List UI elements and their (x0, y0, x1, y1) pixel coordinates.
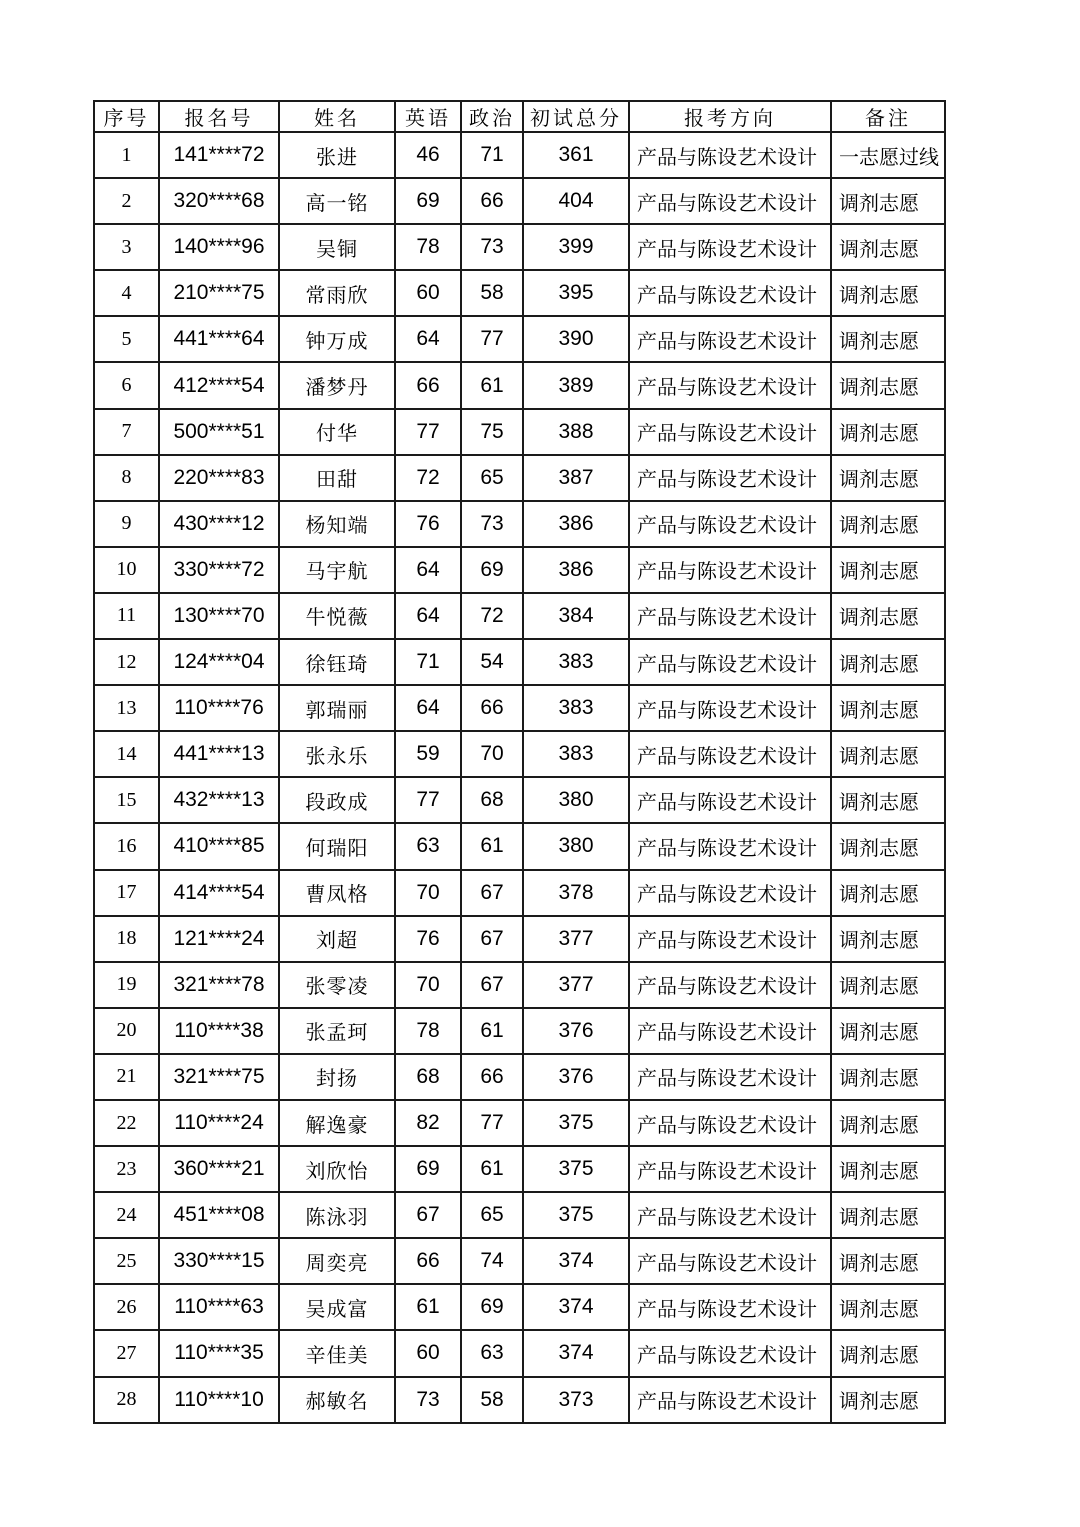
cell-total: 390 (523, 316, 629, 362)
cell-reg-no: 130****70 (159, 593, 279, 639)
cell-seq: 14 (94, 731, 159, 777)
cell-remark: 调剂志愿 (831, 639, 945, 685)
cell-seq: 19 (94, 962, 159, 1008)
cell-politics: 58 (461, 270, 523, 316)
column-header-seq: 序号 (94, 101, 159, 132)
table-row (94, 823, 945, 869)
cell-english: 78 (395, 1008, 461, 1054)
cell-total: 375 (523, 1192, 629, 1238)
table-row (94, 685, 945, 731)
cell-name: 高一铭 (279, 178, 395, 224)
cell-direction: 产品与陈设艺术设计 (629, 1146, 831, 1192)
column-header-english: 英语 (395, 101, 461, 132)
cell-reg-no: 321****75 (159, 1054, 279, 1100)
table-row (94, 962, 945, 1008)
table-row (94, 1008, 945, 1054)
cell-seq: 11 (94, 593, 159, 639)
cell-seq: 6 (94, 362, 159, 408)
cell-remark: 调剂志愿 (831, 1238, 945, 1284)
cell-name: 杨知端 (279, 501, 395, 547)
cell-seq: 12 (94, 639, 159, 685)
cell-remark: 调剂志愿 (831, 685, 945, 731)
cell-reg-no: 141****72 (159, 132, 279, 178)
cell-english: 64 (395, 316, 461, 362)
cell-politics: 63 (461, 1330, 523, 1376)
cell-direction: 产品与陈设艺术设计 (629, 1100, 831, 1146)
cell-seq: 24 (94, 1192, 159, 1238)
cell-english: 77 (395, 409, 461, 455)
cell-total: 377 (523, 962, 629, 1008)
cell-total: 386 (523, 547, 629, 593)
cell-politics: 73 (461, 224, 523, 270)
cell-reg-no: 320****68 (159, 178, 279, 224)
cell-remark: 调剂志愿 (831, 1146, 945, 1192)
cell-remark: 调剂志愿 (831, 455, 945, 501)
cell-remark: 调剂志愿 (831, 1054, 945, 1100)
cell-remark: 调剂志愿 (831, 270, 945, 316)
table-row (94, 362, 945, 408)
cell-total: 374 (523, 1284, 629, 1330)
cell-reg-no: 110****76 (159, 685, 279, 731)
cell-direction: 产品与陈设艺术设计 (629, 455, 831, 501)
cell-reg-no: 121****24 (159, 916, 279, 962)
cell-name: 周奕亮 (279, 1238, 395, 1284)
cell-english: 68 (395, 1054, 461, 1100)
table-row (94, 178, 945, 224)
table-row (94, 1377, 945, 1423)
table-row (94, 1146, 945, 1192)
cell-direction: 产品与陈设艺术设计 (629, 639, 831, 685)
cell-direction: 产品与陈设艺术设计 (629, 501, 831, 547)
cell-total: 375 (523, 1146, 629, 1192)
cell-remark: 调剂志愿 (831, 224, 945, 270)
cell-remark: 调剂志愿 (831, 823, 945, 869)
cell-politics: 65 (461, 1192, 523, 1238)
cell-reg-no: 110****10 (159, 1377, 279, 1423)
table-row (94, 1238, 945, 1284)
cell-direction: 产品与陈设艺术设计 (629, 1377, 831, 1423)
cell-politics: 65 (461, 455, 523, 501)
cell-reg-no: 430****12 (159, 501, 279, 547)
cell-direction: 产品与陈设艺术设计 (629, 1054, 831, 1100)
table-row (94, 1330, 945, 1376)
cell-name: 钟万成 (279, 316, 395, 362)
cell-direction: 产品与陈设艺术设计 (629, 593, 831, 639)
cell-direction: 产品与陈设艺术设计 (629, 547, 831, 593)
cell-direction: 产品与陈设艺术设计 (629, 1330, 831, 1376)
cell-total: 376 (523, 1008, 629, 1054)
cell-politics: 73 (461, 501, 523, 547)
table-row (94, 639, 945, 685)
table-row (94, 316, 945, 362)
cell-remark: 调剂志愿 (831, 409, 945, 455)
cell-politics: 66 (461, 685, 523, 731)
cell-reg-no: 210****75 (159, 270, 279, 316)
cell-remark: 调剂志愿 (831, 1008, 945, 1054)
cell-english: 76 (395, 501, 461, 547)
cell-name: 付华 (279, 409, 395, 455)
cell-total: 388 (523, 409, 629, 455)
cell-remark: 调剂志愿 (831, 1100, 945, 1146)
cell-politics: 66 (461, 1054, 523, 1100)
cell-seq: 18 (94, 916, 159, 962)
cell-english: 73 (395, 1377, 461, 1423)
cell-reg-no: 124****04 (159, 639, 279, 685)
cell-seq: 7 (94, 409, 159, 455)
cell-total: 389 (523, 362, 629, 408)
cell-remark: 调剂志愿 (831, 777, 945, 823)
cell-reg-no: 220****83 (159, 455, 279, 501)
table-row (94, 547, 945, 593)
cell-total: 399 (523, 224, 629, 270)
cell-name: 陈泳羽 (279, 1192, 395, 1238)
cell-politics: 54 (461, 639, 523, 685)
cell-direction: 产品与陈设艺术设计 (629, 270, 831, 316)
table-row (94, 501, 945, 547)
cell-name: 辛佳美 (279, 1330, 395, 1376)
cell-remark: 调剂志愿 (831, 1284, 945, 1330)
cell-politics: 75 (461, 409, 523, 455)
cell-reg-no: 110****24 (159, 1100, 279, 1146)
cell-reg-no: 451****08 (159, 1192, 279, 1238)
cell-english: 69 (395, 178, 461, 224)
column-header-direction: 报考方向 (629, 101, 831, 132)
cell-direction: 产品与陈设艺术设计 (629, 132, 831, 178)
cell-name: 刘超 (279, 916, 395, 962)
cell-direction: 产品与陈设艺术设计 (629, 316, 831, 362)
cell-name: 吴铜 (279, 224, 395, 270)
cell-reg-no: 330****72 (159, 547, 279, 593)
cell-remark: 调剂志愿 (831, 316, 945, 362)
cell-politics: 71 (461, 132, 523, 178)
cell-total: 383 (523, 685, 629, 731)
cell-politics: 66 (461, 178, 523, 224)
cell-remark: 调剂志愿 (831, 1330, 945, 1376)
cell-seq: 26 (94, 1284, 159, 1330)
cell-total: 376 (523, 1054, 629, 1100)
cell-english: 64 (395, 547, 461, 593)
cell-seq: 25 (94, 1238, 159, 1284)
cell-direction: 产品与陈设艺术设计 (629, 777, 831, 823)
cell-name: 张进 (279, 132, 395, 178)
cell-total: 383 (523, 639, 629, 685)
cell-politics: 69 (461, 547, 523, 593)
cell-total: 377 (523, 916, 629, 962)
cell-direction: 产品与陈设艺术设计 (629, 685, 831, 731)
cell-seq: 2 (94, 178, 159, 224)
table-row (94, 409, 945, 455)
cell-politics: 74 (461, 1238, 523, 1284)
cell-remark: 调剂志愿 (831, 1377, 945, 1423)
cell-name: 何瑞阳 (279, 823, 395, 869)
cell-english: 60 (395, 1330, 461, 1376)
cell-total: 375 (523, 1100, 629, 1146)
cell-english: 59 (395, 731, 461, 777)
cell-english: 46 (395, 132, 461, 178)
cell-reg-no: 412****54 (159, 362, 279, 408)
cell-seq: 23 (94, 1146, 159, 1192)
cell-reg-no: 140****96 (159, 224, 279, 270)
cell-politics: 77 (461, 1100, 523, 1146)
cell-seq: 17 (94, 870, 159, 916)
cell-remark: 调剂志愿 (831, 362, 945, 408)
cell-english: 60 (395, 270, 461, 316)
column-header-name: 姓名 (279, 101, 395, 132)
cell-politics: 68 (461, 777, 523, 823)
cell-politics: 70 (461, 731, 523, 777)
table-row (94, 1100, 945, 1146)
column-header-politics: 政治 (461, 101, 523, 132)
cell-english: 64 (395, 685, 461, 731)
cell-seq: 13 (94, 685, 159, 731)
cell-total: 404 (523, 178, 629, 224)
cell-english: 70 (395, 962, 461, 1008)
table-row (94, 132, 945, 178)
cell-total: 395 (523, 270, 629, 316)
table-row (94, 224, 945, 270)
cell-seq: 5 (94, 316, 159, 362)
cell-total: 383 (523, 731, 629, 777)
score-table (93, 100, 946, 1424)
cell-politics: 77 (461, 316, 523, 362)
cell-total: 374 (523, 1330, 629, 1376)
cell-total: 380 (523, 777, 629, 823)
cell-english: 66 (395, 362, 461, 408)
cell-remark: 调剂志愿 (831, 1192, 945, 1238)
cell-total: 374 (523, 1238, 629, 1284)
cell-name: 徐钰琦 (279, 639, 395, 685)
cell-seq: 9 (94, 501, 159, 547)
cell-name: 田甜 (279, 455, 395, 501)
cell-english: 63 (395, 823, 461, 869)
column-header-total: 初试总分 (523, 101, 629, 132)
cell-remark: 调剂志愿 (831, 547, 945, 593)
cell-direction: 产品与陈设艺术设计 (629, 178, 831, 224)
cell-reg-no: 432****13 (159, 777, 279, 823)
cell-reg-no: 360****21 (159, 1146, 279, 1192)
cell-reg-no: 410****85 (159, 823, 279, 869)
cell-name: 封扬 (279, 1054, 395, 1100)
cell-seq: 28 (94, 1377, 159, 1423)
cell-english: 66 (395, 1238, 461, 1284)
cell-direction: 产品与陈设艺术设计 (629, 1192, 831, 1238)
table-row (94, 777, 945, 823)
cell-seq: 22 (94, 1100, 159, 1146)
header-row (94, 101, 945, 132)
cell-name: 刘欣怡 (279, 1146, 395, 1192)
cell-reg-no: 441****64 (159, 316, 279, 362)
cell-direction: 产品与陈设艺术设计 (629, 362, 831, 408)
table-row (94, 870, 945, 916)
cell-name: 曹凤格 (279, 870, 395, 916)
cell-total: 387 (523, 455, 629, 501)
cell-english: 78 (395, 224, 461, 270)
table-row (94, 270, 945, 316)
cell-total: 361 (523, 132, 629, 178)
table-row (94, 731, 945, 777)
cell-english: 71 (395, 639, 461, 685)
cell-seq: 20 (94, 1008, 159, 1054)
cell-english: 70 (395, 870, 461, 916)
cell-direction: 产品与陈设艺术设计 (629, 731, 831, 777)
cell-name: 常雨欣 (279, 270, 395, 316)
cell-remark: 调剂志愿 (831, 962, 945, 1008)
cell-politics: 61 (461, 362, 523, 408)
table-row (94, 455, 945, 501)
table-row (94, 1054, 945, 1100)
cell-english: 67 (395, 1192, 461, 1238)
cell-total: 386 (523, 501, 629, 547)
cell-name: 解逸豪 (279, 1100, 395, 1146)
cell-english: 72 (395, 455, 461, 501)
cell-seq: 27 (94, 1330, 159, 1376)
cell-total: 378 (523, 870, 629, 916)
cell-reg-no: 441****13 (159, 731, 279, 777)
cell-name: 吴成富 (279, 1284, 395, 1330)
cell-seq: 15 (94, 777, 159, 823)
cell-politics: 67 (461, 870, 523, 916)
cell-remark: 调剂志愿 (831, 593, 945, 639)
cell-remark: 一志愿过线 (831, 132, 945, 178)
table-row (94, 916, 945, 962)
column-header-reg-no: 报名号 (159, 101, 279, 132)
cell-total: 380 (523, 823, 629, 869)
cell-reg-no: 110****63 (159, 1284, 279, 1330)
cell-remark: 调剂志愿 (831, 178, 945, 224)
cell-seq: 1 (94, 132, 159, 178)
cell-english: 77 (395, 777, 461, 823)
cell-seq: 4 (94, 270, 159, 316)
column-header-remark: 备注 (831, 101, 945, 132)
cell-remark: 调剂志愿 (831, 870, 945, 916)
cell-reg-no: 321****78 (159, 962, 279, 1008)
cell-seq: 8 (94, 455, 159, 501)
cell-politics: 61 (461, 1008, 523, 1054)
cell-english: 64 (395, 593, 461, 639)
cell-english: 76 (395, 916, 461, 962)
cell-remark: 调剂志愿 (831, 916, 945, 962)
cell-english: 69 (395, 1146, 461, 1192)
cell-reg-no: 110****38 (159, 1008, 279, 1054)
cell-seq: 3 (94, 224, 159, 270)
table-row (94, 593, 945, 639)
cell-total: 384 (523, 593, 629, 639)
cell-english: 61 (395, 1284, 461, 1330)
cell-politics: 69 (461, 1284, 523, 1330)
cell-seq: 21 (94, 1054, 159, 1100)
cell-direction: 产品与陈设艺术设计 (629, 870, 831, 916)
cell-total: 373 (523, 1377, 629, 1423)
cell-seq: 16 (94, 823, 159, 869)
cell-remark: 调剂志愿 (831, 501, 945, 547)
table-row (94, 1284, 945, 1330)
cell-name: 张零凌 (279, 962, 395, 1008)
cell-direction: 产品与陈设艺术设计 (629, 962, 831, 1008)
cell-direction: 产品与陈设艺术设计 (629, 1008, 831, 1054)
cell-direction: 产品与陈设艺术设计 (629, 916, 831, 962)
cell-seq: 10 (94, 547, 159, 593)
cell-direction: 产品与陈设艺术设计 (629, 409, 831, 455)
cell-name: 郭瑞丽 (279, 685, 395, 731)
cell-name: 马宇航 (279, 547, 395, 593)
cell-name: 段政成 (279, 777, 395, 823)
cell-name: 郝敏名 (279, 1377, 395, 1423)
cell-name: 潘梦丹 (279, 362, 395, 408)
cell-politics: 61 (461, 1146, 523, 1192)
cell-politics: 67 (461, 962, 523, 1008)
cell-politics: 72 (461, 593, 523, 639)
cell-reg-no: 414****54 (159, 870, 279, 916)
cell-direction: 产品与陈设艺术设计 (629, 1284, 831, 1330)
cell-reg-no: 330****15 (159, 1238, 279, 1284)
cell-politics: 58 (461, 1377, 523, 1423)
table-row (94, 1192, 945, 1238)
cell-direction: 产品与陈设艺术设计 (629, 1238, 831, 1284)
cell-name: 张永乐 (279, 731, 395, 777)
cell-direction: 产品与陈设艺术设计 (629, 823, 831, 869)
cell-english: 82 (395, 1100, 461, 1146)
cell-reg-no: 110****35 (159, 1330, 279, 1376)
cell-politics: 67 (461, 916, 523, 962)
cell-name: 张孟珂 (279, 1008, 395, 1054)
cell-politics: 61 (461, 823, 523, 869)
cell-remark: 调剂志愿 (831, 731, 945, 777)
cell-reg-no: 500****51 (159, 409, 279, 455)
cell-name: 牛悦薇 (279, 593, 395, 639)
cell-direction: 产品与陈设艺术设计 (629, 224, 831, 270)
